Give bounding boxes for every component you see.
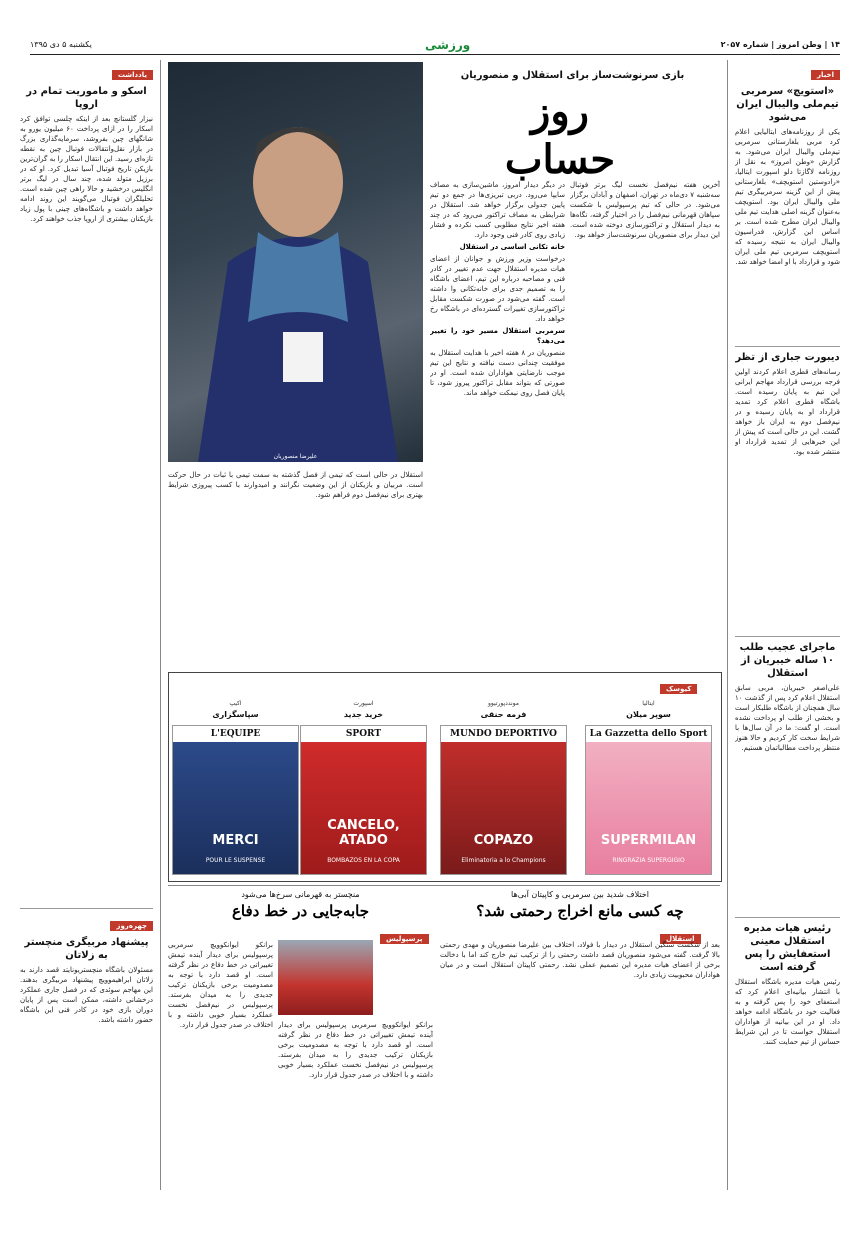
cover-image xyxy=(173,726,298,874)
cover-subline: POUR LE SUSPENSE xyxy=(205,857,266,864)
divider xyxy=(168,885,720,886)
news-title: دیبورت جباری از تظر xyxy=(735,352,840,363)
cover-country: مونددپورتیوو xyxy=(488,700,519,707)
a2-kicker: منچستر به قهرمانی سرخ‌ها می‌شود xyxy=(241,890,360,899)
newspaper-cover xyxy=(585,700,712,875)
a1-tag: استقلال xyxy=(660,926,701,945)
cover-logo: SPORT xyxy=(301,726,426,742)
a1-kicker: اختلاف شدید بین سرمربی و کاپیتان آبی‌ها xyxy=(511,890,649,899)
main-article-col3 xyxy=(168,470,423,670)
section-tag: اخبار xyxy=(811,70,840,80)
newspaper-cover xyxy=(440,700,567,875)
news-body: رئیس هیات مدیره باشگاه استقلال با انتشار بیانیه‌ای اعلام کرد که استعفای خود را پس گرفته و به فعالیت خود در باشگاه ادامه خواهد داد. او در این بیانیه از هواداران استقلال خواست تا در این شرایط حساس از تیم حمایت کنند. xyxy=(735,978,840,1046)
cover-headline: CANCELO, ATADO xyxy=(327,818,400,848)
page-info: ۱۴ | وطن امروز | شماره ۲۰۵۷ xyxy=(720,40,840,49)
cover-image xyxy=(586,726,711,874)
left-column xyxy=(20,62,153,1210)
news-title: «استویچ» سرمربی تیم‌ملی والیبال ایران می‌شود xyxy=(736,86,839,123)
main-article-col2 xyxy=(430,180,565,670)
issue-date: یکشنبه ۵ دی ۱۳۹۵ xyxy=(30,40,92,49)
column-title: اسکو و ماموریت تمام در اروپا xyxy=(26,86,147,110)
coach-figure xyxy=(168,62,423,462)
newspaper-cover xyxy=(172,700,299,875)
news-title: ماجرای عجیب طلب ۱۰ ساله خیبریان از استقلال xyxy=(739,642,836,679)
column-title: پیشنهاد مربیگری منچستر به زلاتان xyxy=(24,937,149,961)
main-article-col1 xyxy=(570,180,720,670)
coach-photo xyxy=(168,62,423,462)
column-body: مسئولان باشگاه منچستریونایتد قصد دارند به زلاتان ابراهیموویچ پیشنهاد مربیگری بدهند. این مهاجم سوئدی که در فصل جاری عملکرد درخشانی داشته، ممکن است پس از پایان دوران بازی خود در کادر فنی این باشگاه حضور داشته باشد. xyxy=(20,966,153,1024)
cover-logo: MUNDO DEPORTIVO xyxy=(441,726,566,742)
cover-headline: MERCI xyxy=(212,833,259,848)
section-tag: چهره‌روز xyxy=(110,921,153,931)
newspaper-cover xyxy=(300,700,427,875)
a1-title: چه کسی مانع اخراج رحمتی شد؟ xyxy=(476,902,684,920)
article-paragraph: استقلال در حالی است که تیمی از فصل گذشته به سمت تیمی با ثبات در حال حرکت است. مربیان و بازیکنان از این وضعیت نگرانند و امیدوارند با کسب پیروزی شرایط بهتری برای نیم‌فصل دوم فراهم شود. xyxy=(168,471,423,499)
column-body: نیزار گلستانچ بعد از اینکه چلسی توافق کرد اسکار را در ازای پرداخت ۶۰ میلیون یورو به شانگهای چین بفروشد، سرمایه‌گذاری بزرگ در بازار نقل‌وانتقالات فوتبال چین به نقطه تازه‌ای رسید. این انتقال اسکار را به گران‌ترین بازیکن تاریخ فوتبال آسیا تبدیل کرد. او که در برزیل متولد شده، چند سال در لیگ برتر انگلیس درخشید و حالا راهی چین شده است. تحلیلگران فوتبال می‌گویند این روند ادامه خواهد داشت و باشگاه‌های چینی با پول زیاد بازیکنان بیشتری از اروپا جذب خواهند کرد. xyxy=(20,115,153,223)
divider xyxy=(160,60,161,1190)
article-paragraph: منصوریان در ۸ هفته اخیر با هدایت استقلال به موفقیت چندانی دست نیافته و نتایج این تیم موجب نارضایتی هواداران شده است. او در صورتی که بتواند مقابل تراکتور پیروز شود، تا پایان فصل روی نیمکت خواهد ماند. xyxy=(430,349,565,397)
main-kicker: بازی سرنوشت‌ساز برای استقلال و منصوریان xyxy=(460,70,685,81)
kiosk-tag: کیوسک xyxy=(660,676,697,695)
cover-headline: COPAZO xyxy=(473,833,534,848)
cover-logo: La Gazzetta dello Sport xyxy=(586,726,711,742)
divider xyxy=(727,60,728,1190)
cover-country: اکیپ xyxy=(229,700,242,707)
cover-title: فرمه حنقی xyxy=(480,710,527,719)
a2-title: جابه‌جایی در خط دفاع xyxy=(231,902,370,920)
a2-body: برانکو ایوانکوویچ سرمربی پرسپولیس برای دیدار آینده تیمش تغییراتی در خط دفاع در نظر گرفته است. او قصد دارد با توجه به مصدومیت برخی بازیکنان ترکیب جدیدی را به میدان بفرستد. پرسپولیس در نیم‌فصل نخست عملکرد بسیار خوبی داشته و با اختلاف در صدر جدول قرار دارد. xyxy=(168,941,273,1029)
page-header xyxy=(30,38,840,55)
article-subhead: خانه تکانی اساسی در استقلال xyxy=(459,243,565,251)
news-body: رسانه‌های قطری اعلام کردند اولین فرجه بررسی قرارداد مهاجم ایرانی این تیم به پایان رسیده است. باشگاه قطری اعلام کرد تمدید قرارداد او به پایان رسیده و در نیم‌فصل دوم به ایران باز خواهد گشت. این در حالی است که پیش از این خبرهایی از تمدید قرارداد او منتشر شده بود. xyxy=(735,368,840,456)
article-paragraph: در دیگر دیدار امروز، ماشین‌سازی به مصاف سایپا می‌رود. دربی تبریزی‌ها در جمع دو تیم پایین جدولی برگزار خواهد شد. استقلال در شرایطی به مصاف تراکتور می‌رود که در چند هفته اخیر نتایج مطلوبی کسب نکرده و فشار زیادی روی کادر فنی وجود دارد. xyxy=(430,181,565,239)
a2-body-cont: برانکو ایوانکوویچ سرمربی پرسپولیس برای دیدار آینده تیمش تغییراتی در خط دفاع در نظر گرفته است. او قصد دارد با توجه به مصدومیت برخی بازیکنان ترکیب جدیدی را به میدان بفرستد. پرسپولیس در نیم‌فصل نخست عملکرد بسیار خوبی داشته و با اختلاف در صدر جدول قرار دارد. xyxy=(278,1021,433,1079)
news-body: علی‌اصغر خیبریان، مربی سابق استقلال اعلام کرد پس از گذشت ۱۰ سال همچنان از باشگاه طلبکار است و بخشی از طلب او پرداخت نشده است. او گفت: ما در آن سال‌ها با شرایط سخت کار کردیم و حالا هنوز منتظر پرداخت مطالباتمان هستیم. xyxy=(735,684,840,752)
photo-caption: علیرضا منصوریان xyxy=(273,453,318,460)
article-paragraph: آخرین هفته نیم‌فصل نخست لیگ برتر فوتبال سه‌شنبه ۷ دی‌ماه در تهران، اصفهان و آبادان برگزار می‌شود. در حالی که تیم پرسپولیس با شکست سپاهان قهرمانی نیم‌فصل را در اختیار گرفته، نگاه‌ها به دیدار استقلال و تراکتورسازی دوخته شده است. این دیدار برای منصوریان سرنوشت‌ساز خواهد بود. xyxy=(570,181,720,239)
cover-logo: L'EQUIPE xyxy=(173,726,298,742)
cover-title: سپاسگزاری xyxy=(212,710,259,719)
cover-image xyxy=(301,726,426,874)
section-logo: ورزشی xyxy=(425,38,471,52)
main-title: روز حساب xyxy=(504,88,616,183)
cover-title: سوپر میلان xyxy=(626,710,671,719)
news-title: رئیس هیات مدیره استقلال معینی استعفایش را پس گرفته است xyxy=(743,923,832,973)
article-paragraph: درخواست وزیر ورزش و جوانان از اعضای هیات مدیره استقلال جهت عدم تغییر در کادر فنی و مصاحبه درباره این تیم، اعضای باشگاه را به تصمیم جدی برای خانه‌تکانی وا داشته است. گفته می‌شود در صورت شکست مقابل تراکتورسازی تغییرات گسترده‌ای در باشگاه رخ خواهد داد. xyxy=(430,255,565,323)
team-photo xyxy=(278,940,373,1015)
cover-country: اسپورت xyxy=(353,700,374,707)
cover-subline: Eliminatoria a lo Champions xyxy=(461,857,546,864)
cover-headline: SUPERMILAN xyxy=(600,833,697,848)
cover-subline: RINGRAZIA SUPERGIGIO xyxy=(612,857,685,864)
news-body: یکی از روزنامه‌های ایتالیایی اعلام کرد مربی بلغارستانی سرمربی تیم‌ملی والیبال ایران می‌شود. به گزارش «وطن امروز» به نقل از روزنامه لاگازتا دلو اسپورت ایتالیا، «رادوستین استویچف» بلغارستانی پیش از این گزینه سرمربیگری تیم ملی والیبال ایران بود. استویچف به‌عنوان گزینه اصلی هدایت تیم ملی والیبال ایران مطرح شده است. بر اساس این گزارش، فدراسیون والیبال ایران به نتیجه رسیده که استویچف سرمربی تیم ملی ایران شود و قرارداد با او امضا خواهد شد. xyxy=(735,128,840,266)
a2-tag: پرسپولیس xyxy=(380,926,429,945)
cover-image xyxy=(441,726,566,874)
section-tag: یادداشت xyxy=(112,70,153,80)
cover-title: خرید جدید xyxy=(343,710,384,719)
article-subhead: سرمربی استقلال مسیر خود را تغییر می‌دهد؟ xyxy=(430,327,565,345)
cover-subline: BOMBAZOS EN LA COPA xyxy=(327,857,400,864)
a1-body: بعد از شکست سنگین استقلال در دیدار با فولاد، اختلاف بین علیرضا منصوریان و مهدی رحمتی بالا گرفت. گفته می‌شود منصوریان قصد داشت رحمتی را از ترکیب تیم خارج کند اما با دخالت برخی از اعضای هیات مدیره این تصمیم عملی نشد. رحمتی کاپیتان استقلال است و در میان هواداران محبوبیت زیادی دارد. xyxy=(440,941,720,979)
cover-country: ایتالیا xyxy=(642,700,655,707)
right-news-column xyxy=(735,62,840,1237)
